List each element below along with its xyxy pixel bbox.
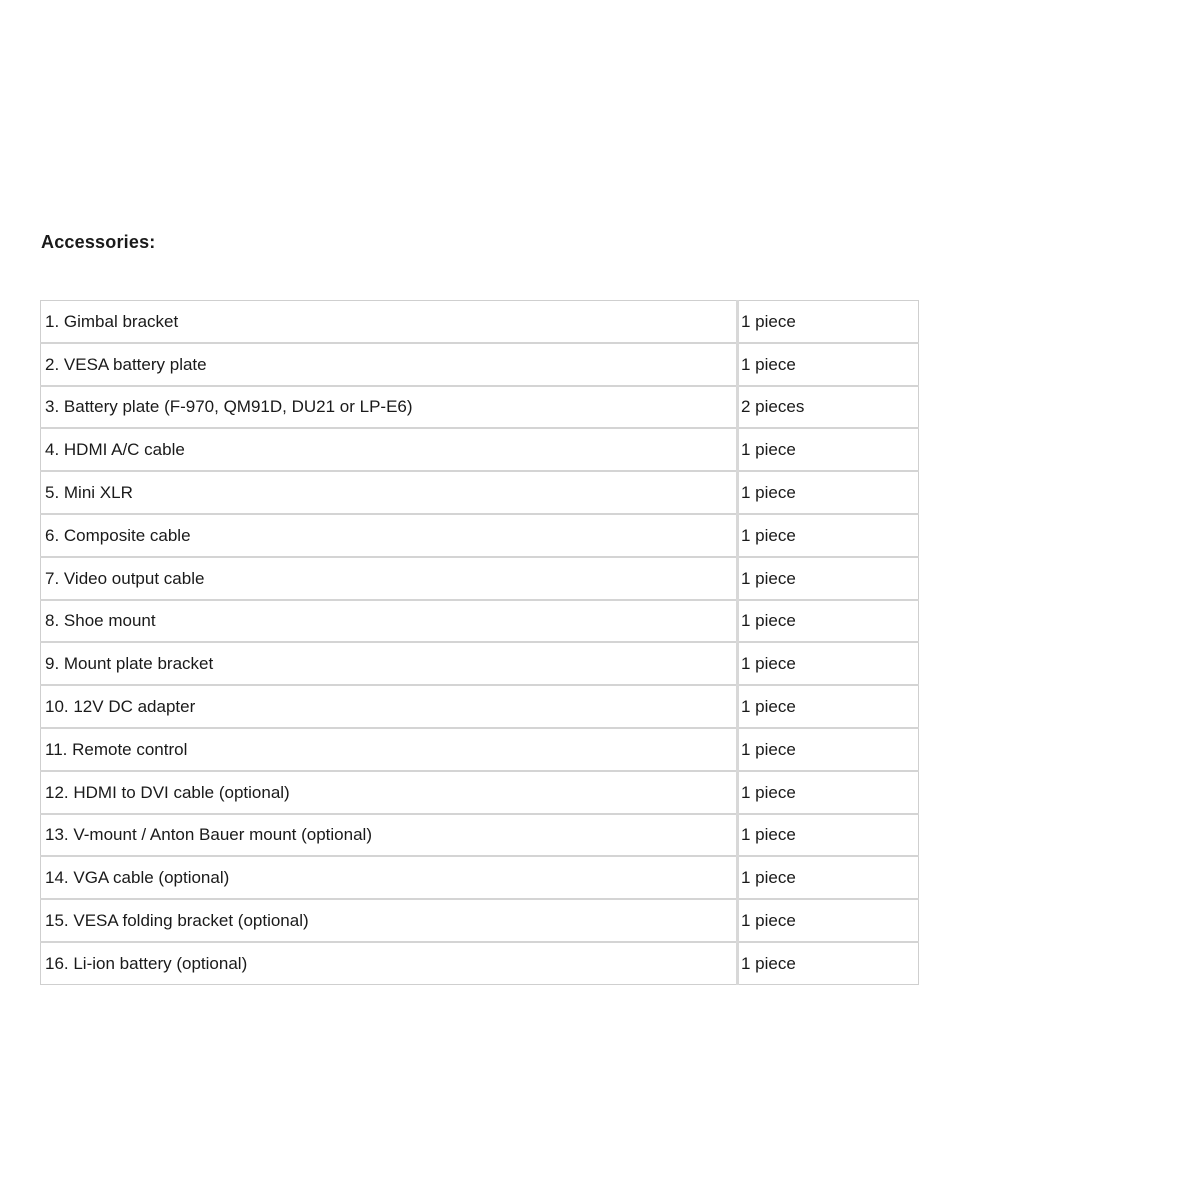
accessory-quantity: 1 piece bbox=[738, 814, 919, 857]
accessory-name: 13. V-mount / Anton Bauer mount (optional) bbox=[41, 814, 738, 857]
accessory-name: 4. HDMI A/C cable bbox=[41, 428, 738, 471]
accessory-quantity: 1 piece bbox=[738, 301, 919, 343]
accessory-name: 12. HDMI to DVI cable (optional) bbox=[41, 771, 738, 814]
table-row bbox=[41, 685, 919, 728]
accessory-quantity: 1 piece bbox=[738, 856, 919, 899]
accessory-name: 10. 12V DC adapter bbox=[41, 685, 738, 728]
accessories-heading: Accessories: bbox=[41, 232, 156, 252]
table-row bbox=[41, 428, 919, 471]
accessory-quantity: 1 piece bbox=[738, 942, 919, 984]
accessory-quantity: 1 piece bbox=[738, 899, 919, 942]
accessory-quantity: 1 piece bbox=[738, 600, 919, 643]
accessory-name: 15. VESA folding bracket (optional) bbox=[41, 899, 738, 942]
accessory-name: 9. Mount plate bracket bbox=[41, 642, 738, 685]
table-row bbox=[41, 600, 919, 643]
accessory-quantity: 1 piece bbox=[738, 471, 919, 514]
table-row bbox=[41, 728, 919, 771]
accessory-quantity: 1 piece bbox=[738, 514, 919, 557]
accessory-quantity: 1 piece bbox=[738, 642, 919, 685]
accessory-name: 8. Shoe mount bbox=[41, 600, 738, 643]
accessory-quantity: 1 piece bbox=[738, 771, 919, 814]
table-row bbox=[41, 771, 919, 814]
accessory-quantity: 1 piece bbox=[738, 685, 919, 728]
accessory-quantity: 1 piece bbox=[738, 728, 919, 771]
table-row bbox=[41, 856, 919, 899]
accessory-name: 7. Video output cable bbox=[41, 557, 738, 600]
accessory-name: 14. VGA cable (optional) bbox=[41, 856, 738, 899]
accessory-name: 11. Remote control bbox=[41, 728, 738, 771]
table-row bbox=[41, 514, 919, 557]
accessory-name: 3. Battery plate (F-970, QM91D, DU21 or LP-E6) bbox=[41, 386, 738, 429]
table-row bbox=[41, 557, 919, 600]
table-row bbox=[41, 386, 919, 429]
accessory-quantity: 1 piece bbox=[738, 557, 919, 600]
table-row bbox=[41, 942, 919, 984]
table-row bbox=[41, 301, 919, 343]
table-row bbox=[41, 343, 919, 386]
table-row bbox=[41, 814, 919, 857]
accessories-table bbox=[40, 300, 919, 985]
accessory-name: 6. Composite cable bbox=[41, 514, 738, 557]
table-row bbox=[41, 642, 919, 685]
accessory-name: 5. Mini XLR bbox=[41, 471, 738, 514]
accessory-quantity: 2 pieces bbox=[738, 386, 919, 429]
accessory-name: 1. Gimbal bracket bbox=[41, 301, 738, 343]
accessory-name: 2. VESA battery plate bbox=[41, 343, 738, 386]
accessory-quantity: 1 piece bbox=[738, 343, 919, 386]
table-row bbox=[41, 471, 919, 514]
accessories-table-body bbox=[41, 301, 919, 985]
accessory-quantity: 1 piece bbox=[738, 428, 919, 471]
accessory-name: 16. Li-ion battery (optional) bbox=[41, 942, 738, 984]
table-row bbox=[41, 899, 919, 942]
